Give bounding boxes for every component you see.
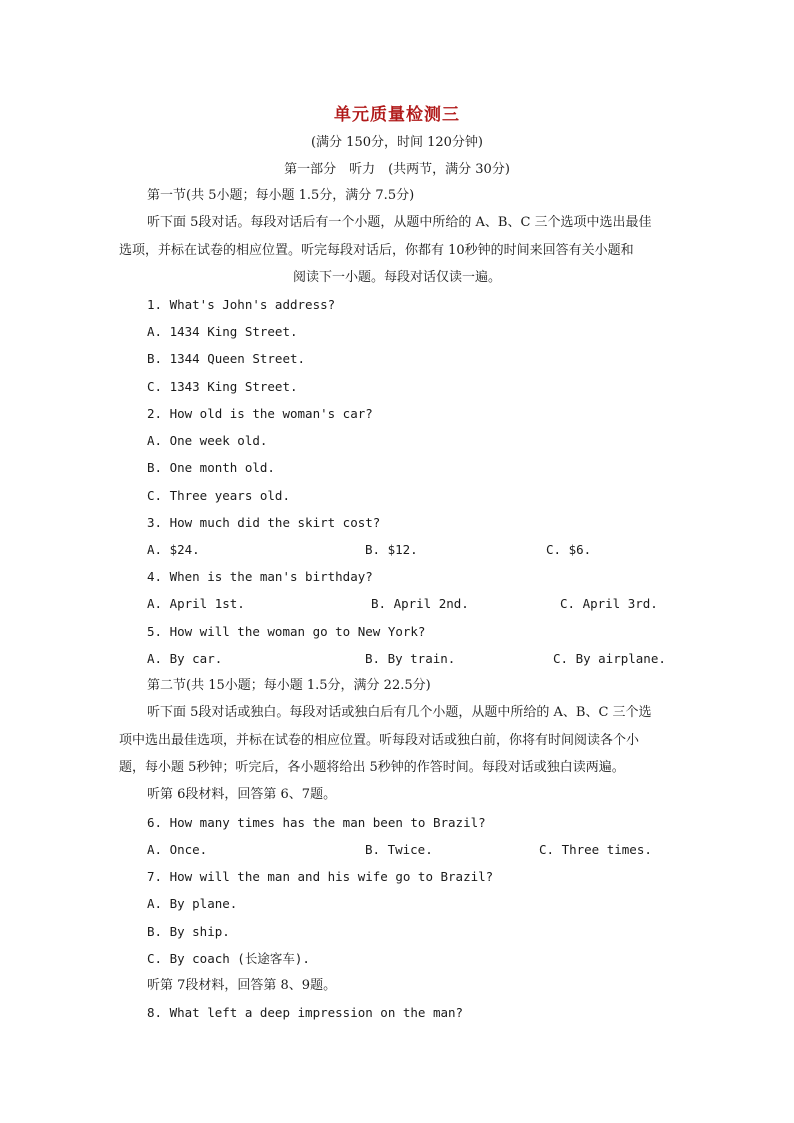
option-a: A. One week old.	[147, 433, 268, 448]
question-stem: 1. What's John's address?	[147, 297, 336, 312]
option-a: A. By car.	[147, 651, 223, 666]
question-stem: 4. When is the man's birthday?	[147, 569, 373, 584]
section2-intro-line: 题，每小题 5秒钟；听完后，各小题将给出 5秒钟的作答时间。每段对话或独白读两遍。	[119, 760, 625, 775]
option-a: A. By plane.	[147, 896, 238, 911]
option-a: A. April 1st.	[147, 596, 245, 611]
section1-intro-line: 选项，并标在试卷的相应位置。听完每段对话后，你都有 10秒钟的时间来回答有关小题和	[119, 243, 634, 258]
option-c: C. Three years old.	[147, 488, 290, 503]
option-c: C. $6.	[546, 542, 592, 557]
option-b: B. $12.	[365, 542, 418, 557]
option-c: C. By airplane.	[553, 651, 666, 666]
option-b: B. One month old.	[147, 460, 275, 475]
question-stem: 7. How will the man and his wife go to Brazil?	[147, 869, 494, 884]
question-stem: 8. What left a deep impression on the man?	[147, 1005, 464, 1020]
option-b: B. By ship.	[147, 924, 230, 939]
option-a: A. $24.	[147, 542, 200, 557]
material-instruction: 听第 6段材料，回答第 6、7题。	[147, 787, 337, 802]
option-b: B. Twice.	[365, 842, 433, 857]
section2-intro-line: 听下面 5段对话或独白。每段对话或独白后有几个小题，从题中所给的 A、B、C 三个选	[147, 705, 652, 720]
material-instruction: 听第 7段材料，回答第 8、9题。	[147, 978, 337, 993]
option-b: B. April 2nd.	[371, 596, 469, 611]
option-b: B. 1344 Queen Street.	[147, 351, 306, 366]
question-stem: 2. How old is the woman's car?	[147, 406, 373, 421]
option-c: C. 1343 King Street.	[147, 379, 298, 394]
option-c: C. By coach (长途客车).	[147, 951, 310, 966]
section1-intro-line: 听下面 5段对话。每段对话后有一个小题，从题中所给的 A、B、C 三个选项中选出最佳	[147, 215, 652, 230]
section1-heading: 第一节(共 5小题；每小题 1.5分，满分 7.5分)	[147, 188, 415, 203]
section2-heading: 第二节(共 15小题；每小题 1.5分，满分 22.5分)	[147, 678, 431, 693]
section2-intro-line: 项中选出最佳选项，并标在试卷的相应位置。听每段对话或独白前，你将有时间阅读各个小	[119, 733, 640, 748]
option-c: C. April 3rd.	[560, 596, 658, 611]
part-heading: 第一部分 听力 (共两节，满分 30分)	[284, 162, 510, 177]
option-b: B. By train.	[365, 651, 456, 666]
document-title: 单元质量检测三	[334, 105, 460, 125]
option-a: A. Once.	[147, 842, 208, 857]
score-time-note: (满分 150分，时间 120分钟)	[310, 135, 484, 150]
option-c: C. Three times.	[539, 842, 652, 857]
question-stem: 3. How much did the skirt cost?	[147, 515, 381, 530]
section1-intro-line: 阅读下一小题。每段对话仅读一遍。	[292, 270, 501, 285]
question-stem: 5. How will the woman go to New York?	[147, 624, 426, 639]
question-stem: 6. How many times has the man been to Brazil?	[147, 815, 486, 830]
option-a: A. 1434 King Street.	[147, 324, 298, 339]
